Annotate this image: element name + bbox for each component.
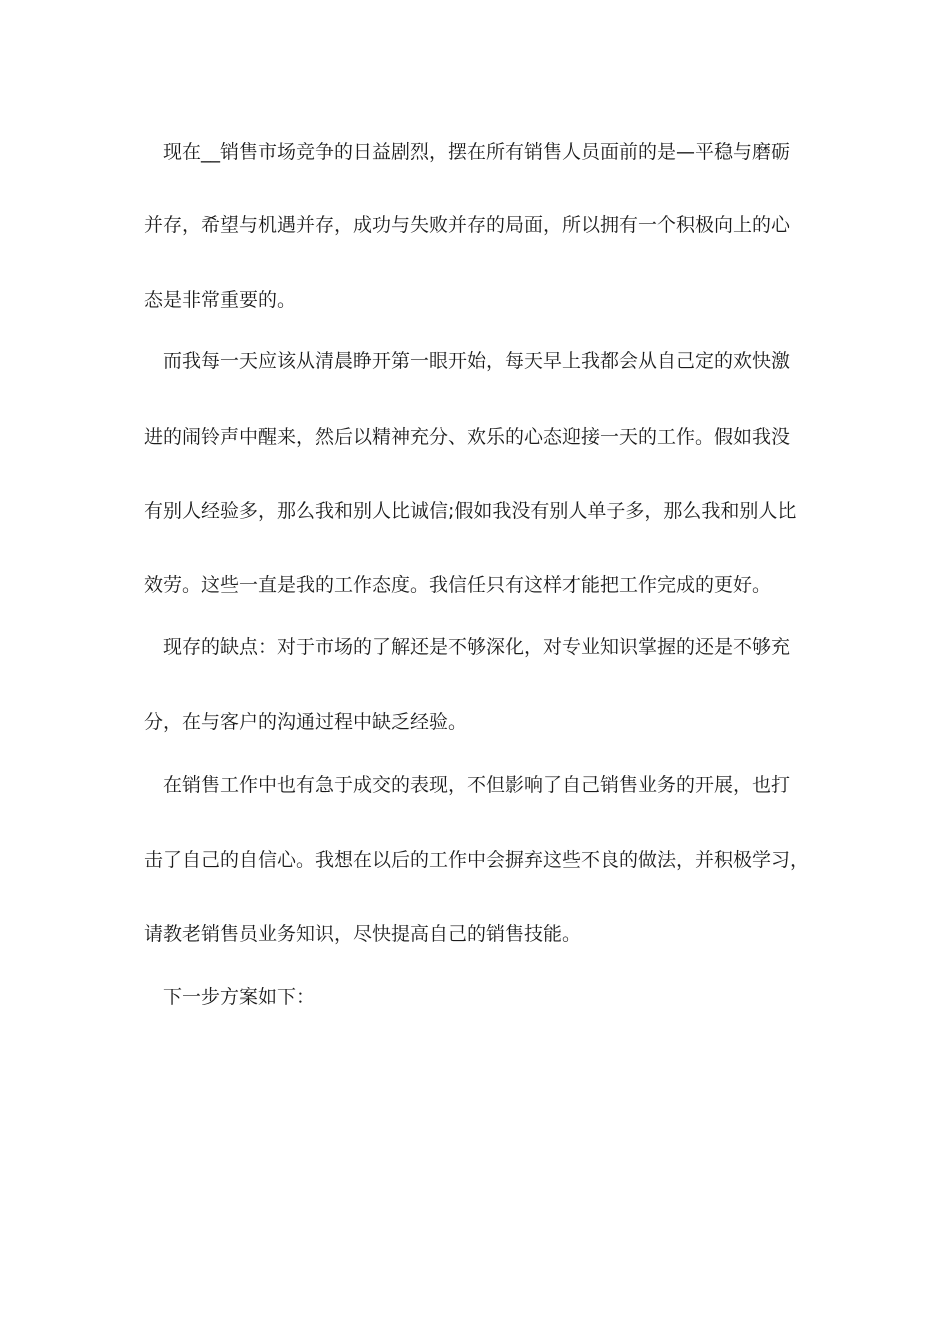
paragraph-2-line-4: 效劳。这些一直是我的工作态度。我信任只有这样才能把工作完成的更好。: [144, 574, 772, 596]
paragraph-2-line-3: 有别人经验多，那么我和别人比诚信;假如我没有别人单子多，那么我和别人比: [144, 500, 797, 522]
paragraph-2-line-1: 而我每一天应该从清晨睁开第一眼开始，每天早上我都会从自己定的欢快激: [163, 350, 791, 372]
paragraph-4-line-2: 击了自己的自信心。我想在以后的工作中会摒弃这些不良的做法，并积极学习，: [144, 849, 810, 871]
paragraph-3-line-2: 分，在与客户的沟通过程中缺乏经验。: [144, 711, 468, 733]
paragraph-1-line-3: 态是非常重要的。: [144, 289, 297, 311]
paragraph-4-line-3: 请教老销售员业务知识，尽快提高自己的销售技能。: [144, 923, 582, 945]
paragraph-3-line-1: 现存的缺点：对于市场的了解还是不够深化，对专业知识掌握的还是不够充: [163, 636, 791, 658]
paragraph-2-line-2: 进的闹铃声中醒来，然后以精神充分、欢乐的心态迎接一天的工作。假如我没: [144, 426, 791, 448]
paragraph-1-line-1: 现在__销售市场竞争的日益剧烈，摆在所有销售人员面前的是—平稳与磨砺: [163, 141, 791, 163]
paragraph-4-line-1: 在销售工作中也有急于成交的表现，不但影响了自己销售业务的开展，也打: [163, 774, 791, 796]
paragraph-5-line-1: 下一步方案如下：: [163, 986, 316, 1008]
paragraph-1-line-2: 并存，希望与机遇并存，成功与失败并存的局面，所以拥有一个积极向上的心: [144, 214, 791, 236]
